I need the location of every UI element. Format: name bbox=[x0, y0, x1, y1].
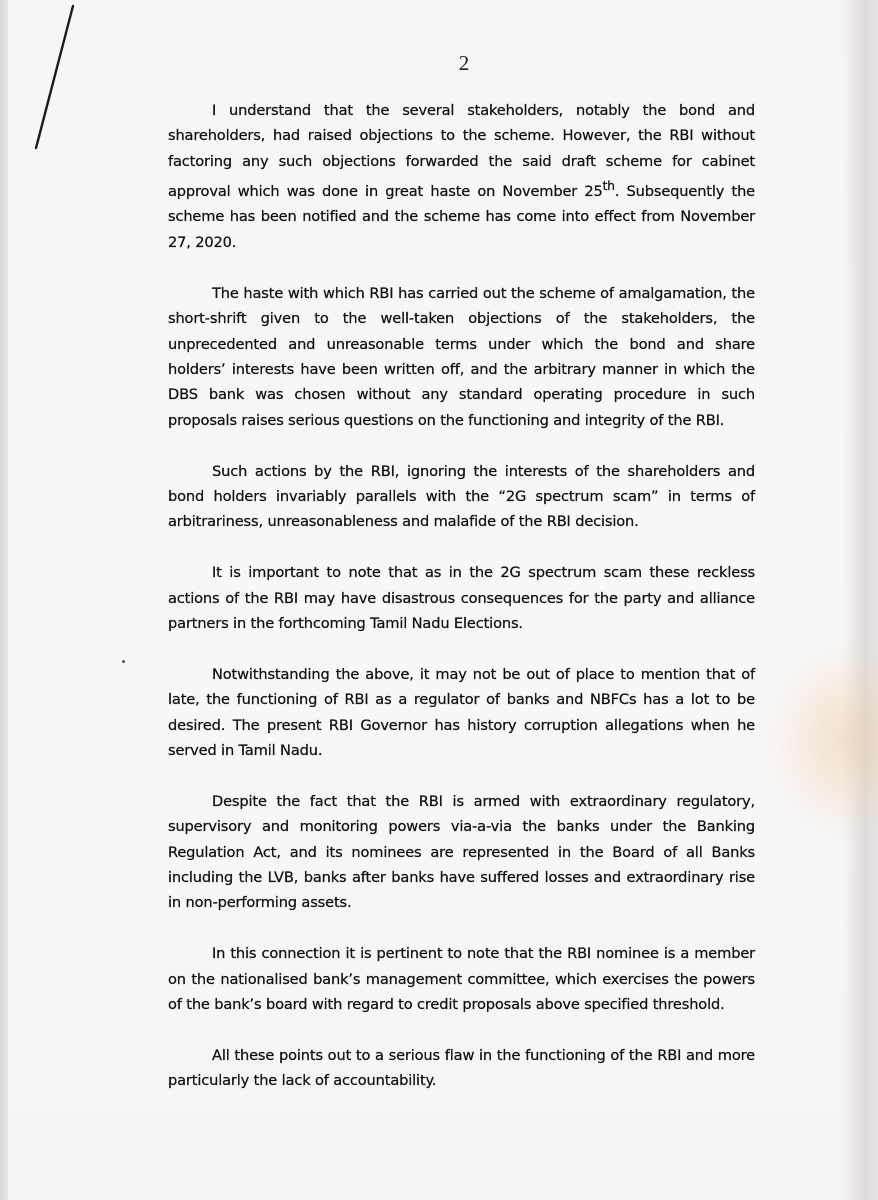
paragraph-1-text-continued: . Subsequently the scheme has been notified and the scheme has come into effect from November 27, 2020. bbox=[168, 183, 755, 251]
pen-mark-line bbox=[0, 0, 80, 160]
paragraph-6: Despite the fact that the RBI is armed with extraordinary regulatory, supervisory and monitoring powers via-a-via the banks under the Banking Regulation Act, and its nominees are represented in the Board of all Banks including the LVB, banks after banks have suffered losses and extraordinary rise in non-performing assets. bbox=[168, 792, 755, 912]
paragraph-1-text: I understand that the several stakeholders, notably the bond and shareholders, had raised objections to the scheme. However, the RBI without factoring any such objections forwarded the said draft scheme for cabinet approval which was done in great haste on November 25 bbox=[168, 102, 755, 201]
date-superscript: th bbox=[602, 179, 615, 194]
paragraph-1 bbox=[168, 98, 755, 255]
paragraph-5: Notwithstanding the above, it may not be out of place to mention that of late, the functioning of RBI as a regulator of banks and NBFCs has a lot to be desired. The present RBI Governor has history corruption allegations when he served in Tamil Nadu. bbox=[168, 665, 755, 759]
paragraph-3: Such actions by the RBI, ignoring the interests of the shareholders and bond holders invariably parallels with the “2G spectrum scam” in terms of arbitrariness, unreasonableness and malafide of the RBI decision. bbox=[168, 462, 755, 531]
paragraph-8: All these points out to a serious flaw in the functioning of the RBI and more particularly the lack of accountability. bbox=[168, 1046, 755, 1090]
paragraph-4: It is important to note that as in the 2G spectrum scam these reckless actions of the RBI may have disastrous consequences for the party and alliance partners in the forthcoming Tamil Nadu Elections. bbox=[168, 564, 755, 632]
page-number: 2 bbox=[458, 51, 470, 75]
ink-dot bbox=[122, 660, 125, 663]
paragraph-2: The haste with which RBI has carried out the scheme of amalgamation, the short-shrift given to the well-taken objections of the stakeholders, the unprecedented and unreasonable terms under which the bond and share holders’ interests have been written off, and the arbitrary manner in which the DBS bank was chosen without any standard operating procedure in such proposals raises serious questions on the functioning and integrity of the RBI. bbox=[168, 284, 755, 429]
page-edge-shadow bbox=[842, 0, 878, 1200]
paragraph-7: In this connection it is pertinent to note that the RBI nominee is a member on the nationalised bank’s management committee, which exercises the powers of the bank’s board with regard to credit proposals above specified threshold. bbox=[168, 945, 755, 1013]
letter-body bbox=[168, 98, 755, 1119]
paper-stain bbox=[768, 640, 878, 840]
